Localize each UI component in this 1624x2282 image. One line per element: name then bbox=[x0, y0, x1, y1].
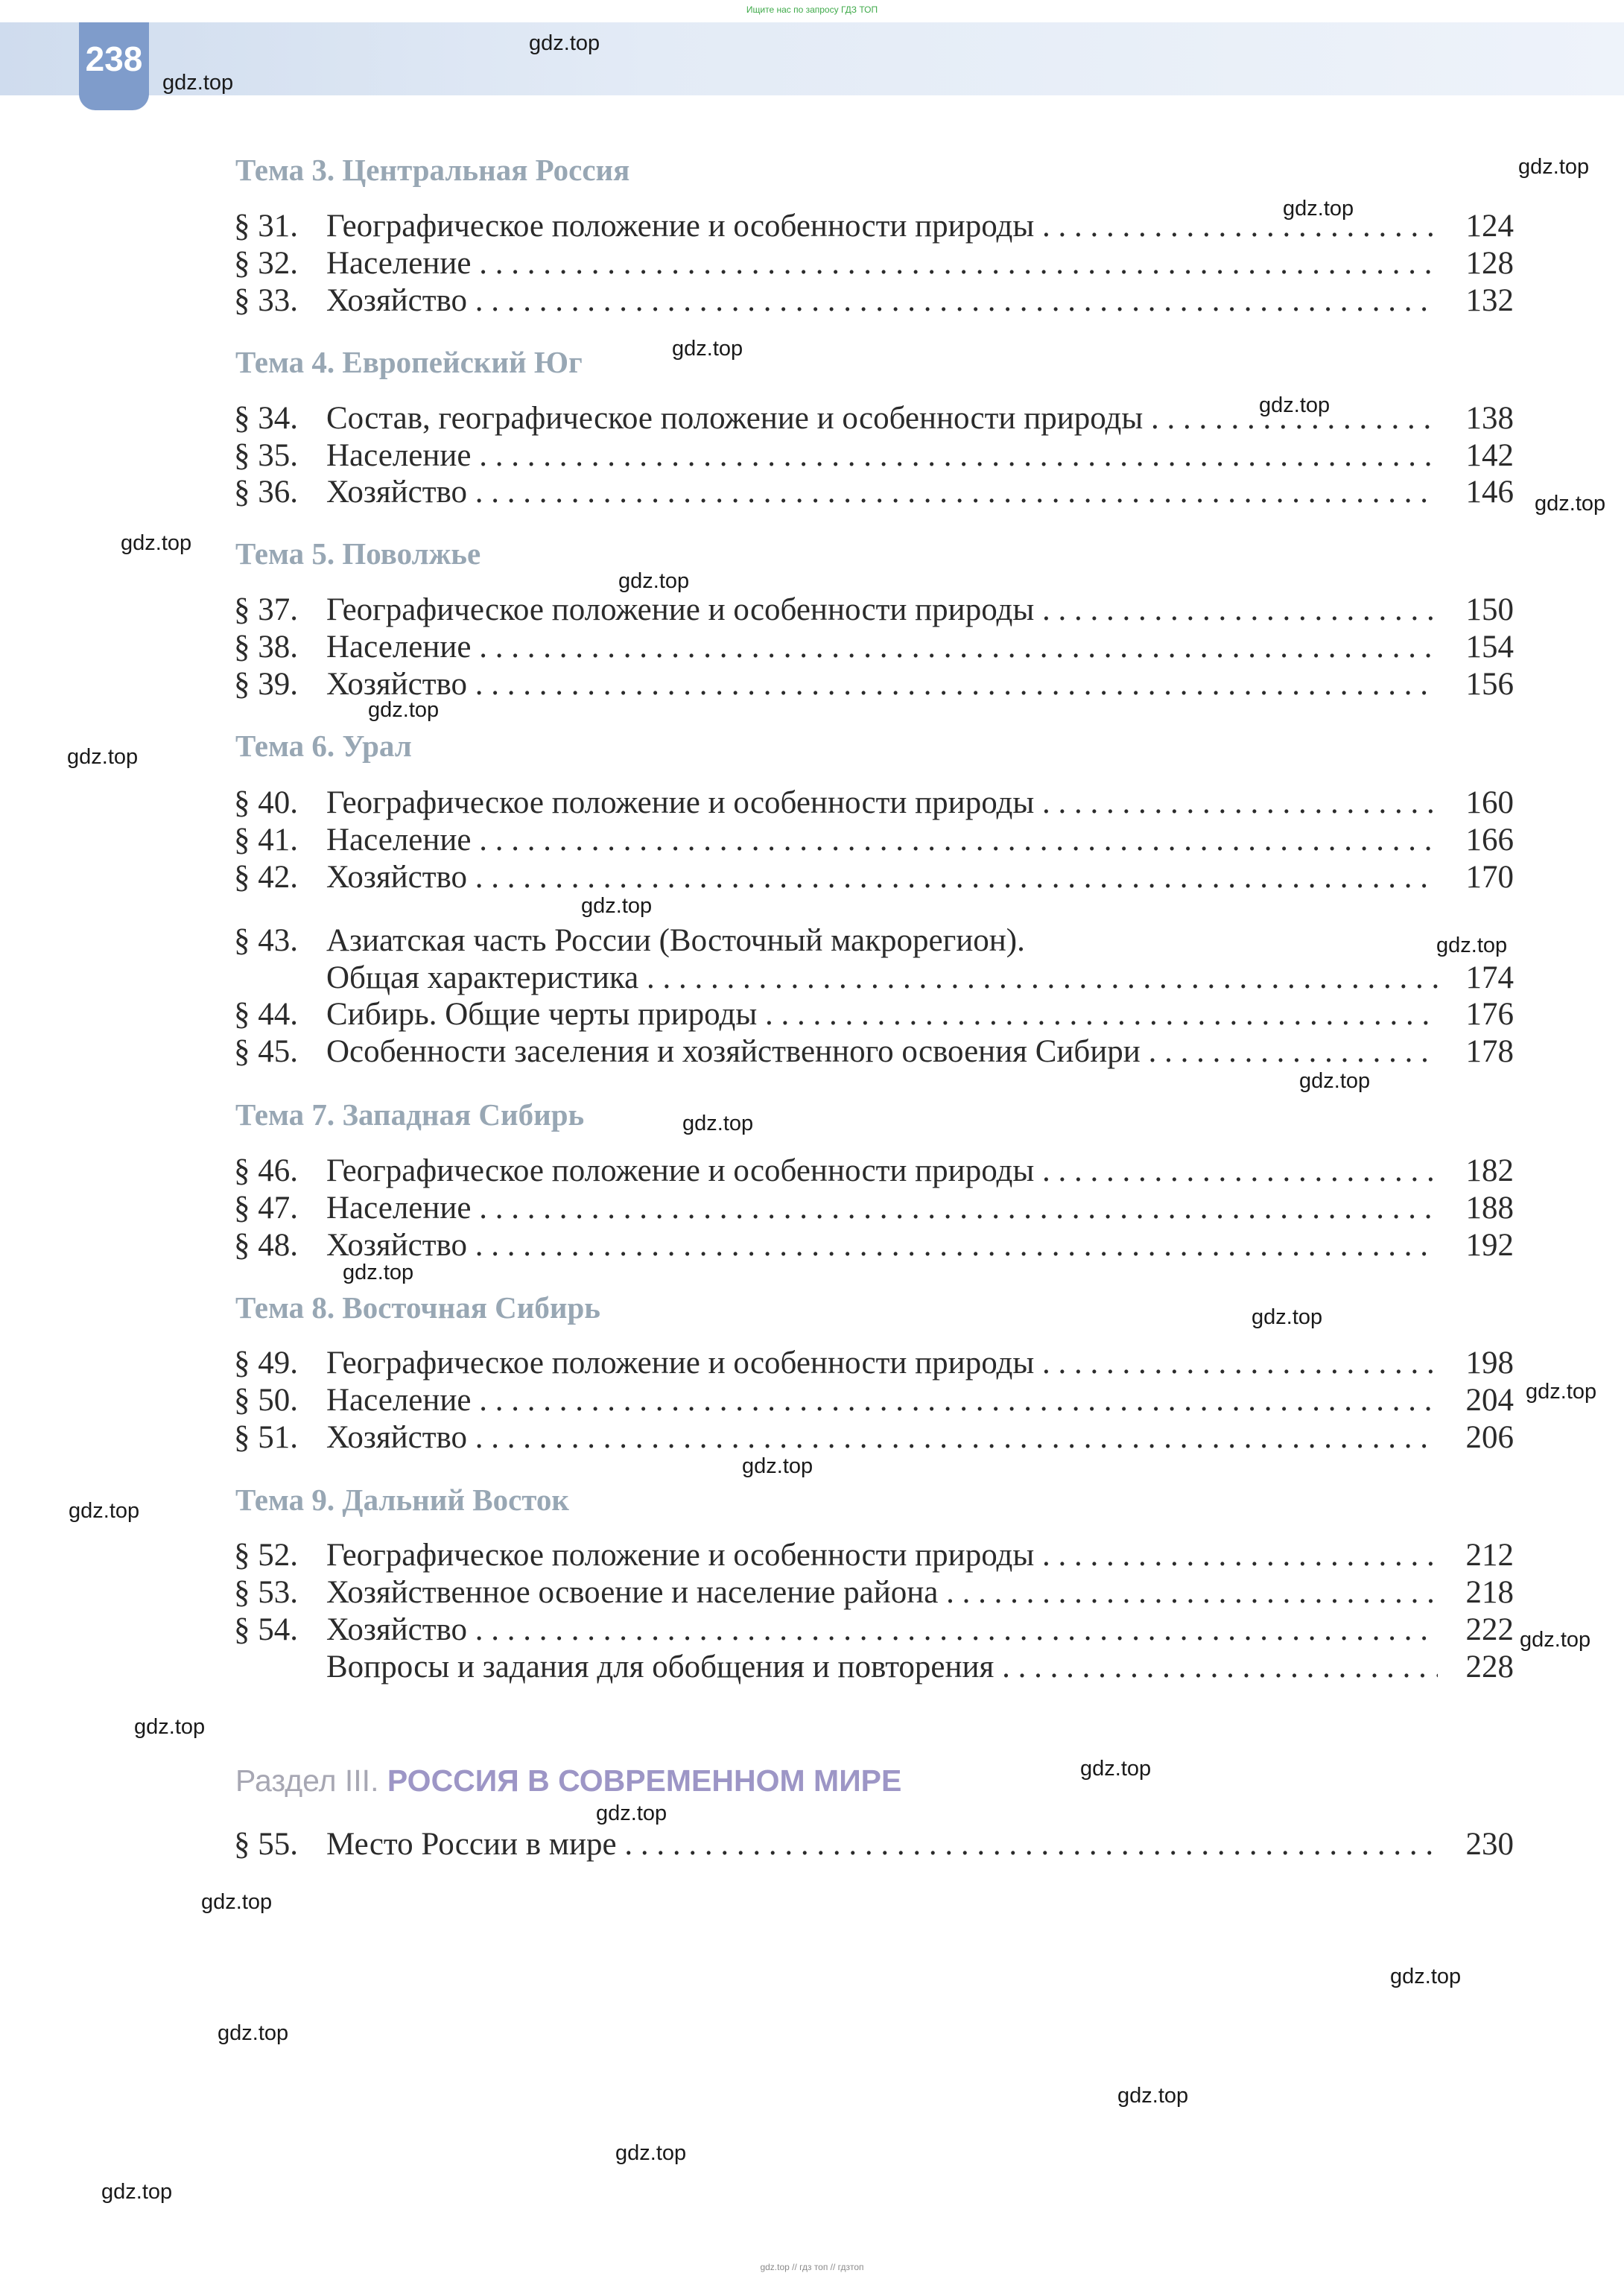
topic-heading: Тема 5. Поволжье bbox=[235, 536, 481, 571]
toc-entry[interactable] bbox=[234, 629, 1514, 666]
watermark: gdz.top bbox=[1080, 1757, 1152, 1781]
toc-entry-title: Географическое положение и особенности природы . . . bbox=[326, 1153, 1438, 1190]
toc-entry[interactable] bbox=[234, 822, 1514, 859]
toc-entry-page: 178 bbox=[1465, 1034, 1514, 1069]
toc-entry-page: 156 bbox=[1465, 667, 1514, 702]
watermark: gdz.top bbox=[581, 894, 653, 918]
toc-entry-number: § 48. bbox=[234, 1228, 298, 1263]
toc-entry[interactable] bbox=[234, 1649, 1514, 1686]
section-heading-prefix: Раздел III. bbox=[235, 1763, 379, 1798]
toc-entry[interactable] bbox=[234, 282, 1514, 320]
toc-entry-number: § 40. bbox=[234, 785, 298, 820]
toc-entry-title: Хозяйственное освоение и население района . . . bbox=[326, 1574, 1438, 1611]
toc-entry[interactable] bbox=[234, 1227, 1514, 1264]
watermark: gdz.top bbox=[672, 337, 743, 361]
toc-entry-number: § 43. bbox=[234, 923, 298, 958]
toc-entry-page: 154 bbox=[1465, 630, 1514, 665]
toc-entry-number: § 45. bbox=[234, 1034, 298, 1069]
toc-entry-page: 206 bbox=[1465, 1420, 1514, 1455]
toc-entry[interactable] bbox=[234, 1382, 1514, 1419]
toc-entry-title: Население . . . bbox=[326, 1190, 1438, 1227]
toc-entry[interactable] bbox=[234, 1190, 1514, 1227]
toc-entry-number: § 44. bbox=[234, 997, 298, 1032]
header-band bbox=[0, 22, 1624, 95]
page-number: 238 bbox=[85, 39, 143, 78]
toc-entry-title: Население . . . bbox=[326, 1382, 1438, 1419]
watermark: gdz.top bbox=[218, 2021, 289, 2045]
watermark: gdz.top bbox=[596, 1801, 667, 1825]
toc-entry-number: § 35. bbox=[234, 438, 298, 473]
toc-entry-title: Географическое положение и особенности природы . . . bbox=[326, 1537, 1438, 1574]
toc-entry-number: § 49. bbox=[234, 1346, 298, 1381]
toc-entry-title: Хозяйство . . . bbox=[326, 666, 1438, 703]
toc-entry-page: 182 bbox=[1465, 1153, 1514, 1188]
watermark: gdz.top bbox=[618, 569, 690, 593]
toc-entry-page: 166 bbox=[1465, 823, 1514, 858]
watermark: gdz.top bbox=[1259, 393, 1330, 417]
watermark: gdz.top bbox=[1518, 155, 1590, 179]
toc-entry-page: 230 bbox=[1465, 1827, 1514, 1862]
toc-entry-title: Хозяйство . . . bbox=[326, 282, 1438, 320]
toc-entry[interactable] bbox=[234, 245, 1514, 282]
toc-entry-number: § 41. bbox=[234, 823, 298, 858]
toc-entry-title: Сибирь. Общие черты природы . . . bbox=[326, 996, 1438, 1033]
toc-entry-title: Географическое положение и особенности природы . . . bbox=[326, 785, 1438, 822]
watermark: gdz.top bbox=[529, 31, 600, 55]
watermark: gdz.top bbox=[368, 698, 440, 722]
toc-entry-page: 228 bbox=[1465, 1649, 1514, 1684]
toc-entry[interactable] bbox=[234, 859, 1514, 896]
toc-entry-page: 192 bbox=[1465, 1228, 1514, 1263]
toc-entry-page: 160 bbox=[1465, 785, 1514, 820]
toc-entry-title: Хозяйство . . . bbox=[326, 474, 1438, 511]
toc-entry[interactable] bbox=[234, 1033, 1514, 1071]
toc-entry-title: Хозяйство . . . bbox=[326, 859, 1438, 896]
toc-entry[interactable] bbox=[234, 592, 1514, 629]
toc-entry-page: 198 bbox=[1465, 1346, 1514, 1381]
toc-entry-page: 138 bbox=[1465, 401, 1514, 436]
toc-entry-page: 174 bbox=[1465, 960, 1514, 995]
watermark: gdz.top bbox=[1520, 1628, 1591, 1652]
toc-entry-number: § 47. bbox=[234, 1191, 298, 1226]
toc-entry-title: Географическое положение и особенности природы . . . bbox=[326, 592, 1438, 629]
toc-entry-number: § 46. bbox=[234, 1153, 298, 1188]
section-heading bbox=[235, 1760, 901, 1801]
toc-entry[interactable] bbox=[234, 960, 1514, 997]
toc-entry-page: 176 bbox=[1465, 997, 1514, 1032]
toc-entry-page: 124 bbox=[1465, 209, 1514, 244]
bottom-note: gdz.top // гдз топ // гдзтоп bbox=[760, 2262, 864, 2272]
toc-entry[interactable] bbox=[234, 785, 1514, 822]
toc-entry-page: 222 bbox=[1465, 1612, 1514, 1647]
toc-entry-number: § 53. bbox=[234, 1575, 298, 1610]
toc-entry-page: 204 bbox=[1465, 1383, 1514, 1418]
toc-entry-number: § 34. bbox=[234, 401, 298, 436]
watermark: gdz.top bbox=[1117, 2084, 1189, 2108]
toc-entry-number: § 50. bbox=[234, 1383, 298, 1418]
toc-entry[interactable] bbox=[234, 474, 1514, 511]
toc-entry[interactable] bbox=[234, 1345, 1514, 1382]
toc-entry-number: § 32. bbox=[234, 246, 298, 281]
watermark: gdz.top bbox=[1390, 1965, 1462, 1988]
watermark: gdz.top bbox=[343, 1261, 414, 1284]
topic-heading: Тема 4. Европейский Юг bbox=[235, 345, 583, 379]
topic-heading: Тема 8. Восточная Сибирь bbox=[235, 1290, 600, 1325]
topic-heading: Тема 9. Дальний Восток bbox=[235, 1483, 570, 1517]
toc-entry-number: § 31. bbox=[234, 209, 298, 244]
toc-entry-title: Население . . . bbox=[326, 629, 1438, 666]
topic-heading: Тема 7. Западная Сибирь bbox=[235, 1097, 585, 1132]
toc-entry-number: § 51. bbox=[234, 1420, 298, 1455]
toc-entry-number: § 38. bbox=[234, 630, 298, 665]
section-heading-title: РОССИЯ В СОВРЕМЕННОМ МИРЕ bbox=[387, 1763, 902, 1798]
watermark: gdz.top bbox=[742, 1454, 813, 1478]
toc-entry-title: Хозяйство . . . bbox=[326, 1611, 1438, 1649]
watermark: gdz.top bbox=[1526, 1380, 1597, 1404]
toc-entry-title: Население . . . bbox=[326, 437, 1438, 475]
watermark: gdz.top bbox=[101, 2180, 173, 2204]
toc-entry-page: 142 bbox=[1465, 438, 1514, 473]
toc-entry-title: Вопросы и задания для обобщения и повторения . . . bbox=[326, 1649, 1438, 1686]
toc-entry[interactable] bbox=[234, 1537, 1514, 1574]
toc-entry-page: 132 bbox=[1465, 283, 1514, 318]
toc-entry-title: Азиатская часть России (Восточный макрорегион). bbox=[326, 923, 1025, 958]
watermark: gdz.top bbox=[69, 1499, 140, 1523]
toc-entry-number: § 33. bbox=[234, 283, 298, 318]
toc-entry[interactable] bbox=[234, 922, 1514, 960]
toc-entry-number: § 52. bbox=[234, 1538, 298, 1573]
toc-entry[interactable] bbox=[234, 437, 1514, 475]
toc-entry-title: Общая характеристика . . . bbox=[326, 960, 1438, 997]
watermark: gdz.top bbox=[1252, 1305, 1323, 1329]
watermark: gdz.top bbox=[615, 2141, 687, 2165]
toc-entry-page: 188 bbox=[1465, 1191, 1514, 1226]
watermark: gdz.top bbox=[201, 1890, 273, 1914]
toc-entry[interactable] bbox=[234, 1153, 1514, 1190]
toc-entry-title: Географическое положение и особенности природы . . . bbox=[326, 1345, 1438, 1382]
watermark: gdz.top bbox=[682, 1112, 754, 1135]
watermark: gdz.top bbox=[1299, 1069, 1371, 1093]
toc-entry[interactable] bbox=[234, 1419, 1514, 1457]
toc-entry-title: Хозяйство . . . bbox=[326, 1227, 1438, 1264]
toc-entry-number: § 54. bbox=[234, 1612, 298, 1647]
toc-entry-page: 212 bbox=[1465, 1538, 1514, 1573]
watermark: gdz.top bbox=[121, 531, 192, 555]
toc-entry-title: Хозяйство . . . bbox=[326, 1419, 1438, 1457]
toc-entry-number: § 39. bbox=[234, 667, 298, 702]
watermark: gdz.top bbox=[67, 745, 139, 769]
watermark: gdz.top bbox=[1436, 934, 1508, 957]
toc-entry-title: Население . . . bbox=[326, 822, 1438, 859]
toc-entry-title: Население . . . bbox=[326, 245, 1438, 282]
top-note: Ищите нас по запросу ГДЗ ТОП bbox=[746, 4, 878, 15]
watermark: gdz.top bbox=[1283, 197, 1354, 221]
topic-heading: Тема 6. Урал bbox=[235, 729, 412, 763]
toc-entry-number: § 37. bbox=[234, 592, 298, 627]
toc-entry-page: 146 bbox=[1465, 475, 1514, 510]
toc-entry[interactable] bbox=[234, 1574, 1514, 1611]
toc-entry-number: § 36. bbox=[234, 475, 298, 510]
toc-entry-page: 218 bbox=[1465, 1575, 1514, 1610]
topic-heading: Тема 3. Центральная Россия bbox=[235, 153, 630, 187]
toc-entry-page: 170 bbox=[1465, 860, 1514, 895]
toc-entry-title: Особенности заселения и хозяйственного освоения Сибири . . . bbox=[326, 1033, 1438, 1071]
watermark: gdz.top bbox=[134, 1715, 206, 1739]
toc-entry-title: Место России в мире . . . bbox=[326, 1826, 1438, 1863]
toc-entry-title: Состав, географическое положение и особенности природы . . . bbox=[326, 400, 1438, 437]
watermark: gdz.top bbox=[1535, 492, 1606, 516]
toc-entry-number: § 55. bbox=[234, 1827, 298, 1862]
toc-entry-number: § 42. bbox=[234, 860, 298, 895]
toc-entry[interactable] bbox=[234, 996, 1514, 1033]
toc-entry-page: 128 bbox=[1465, 246, 1514, 281]
watermark: gdz.top bbox=[162, 71, 234, 95]
toc-entry[interactable] bbox=[234, 1826, 1514, 1863]
toc-entry[interactable] bbox=[234, 1611, 1514, 1649]
toc-entry-page: 150 bbox=[1465, 592, 1514, 627]
toc-entry-title: Географическое положение и особенности природы . . . bbox=[326, 208, 1438, 245]
